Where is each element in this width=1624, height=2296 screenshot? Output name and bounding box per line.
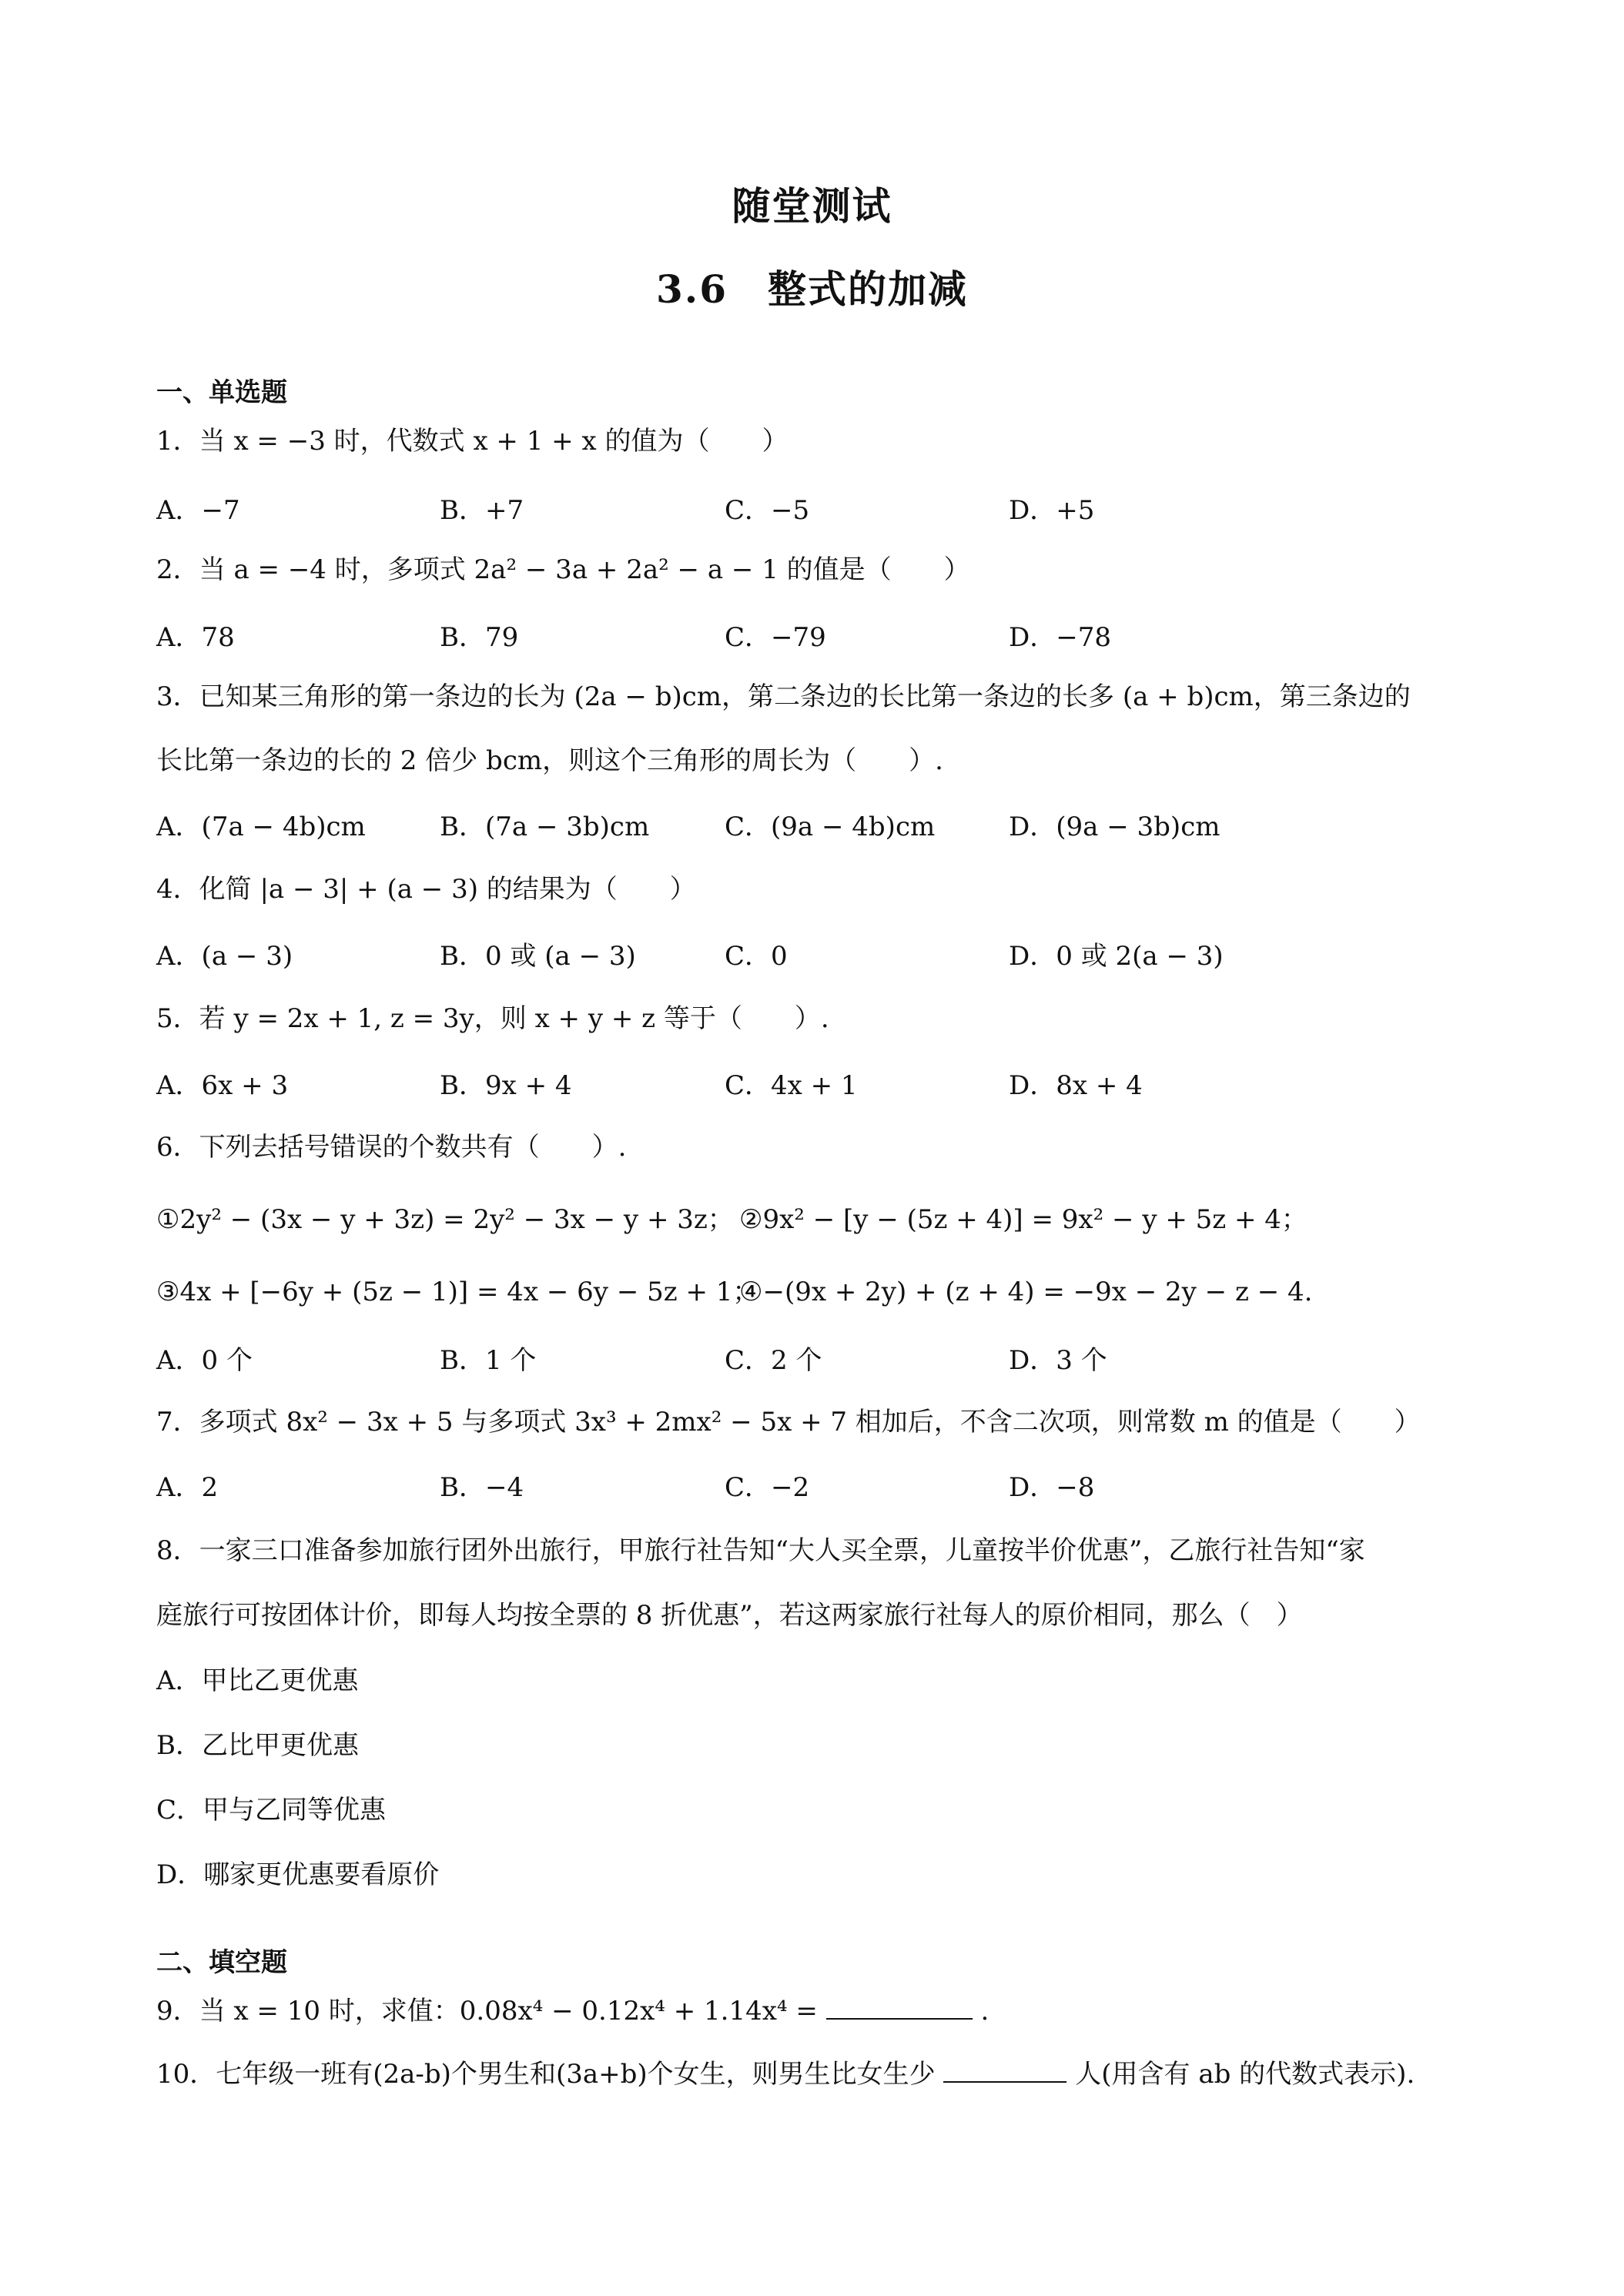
q2-option-d: D．−78	[1009, 622, 1112, 653]
question-7-stem: 7．多项式 8x² − 3x + 5 与多项式 3x³ + 2mx² − 5x + 7 相加后，不含二次项，则常数 m 的值是（ ）	[156, 1407, 1421, 1438]
q4-option-c: C．0	[725, 941, 788, 972]
answer-blank[interactable]	[826, 1996, 973, 2020]
q7-option-c: C．−2	[725, 1472, 810, 1503]
q2-option-a: A．78	[156, 622, 235, 653]
q6-item-4: ④−(9x + 2y) + (z + 4) = −9x − 2y − z − 4.	[739, 1277, 1313, 1307]
q7-option-a: A．2	[156, 1472, 219, 1503]
question-9-stem: 9．当 x = 10 时，求值：0.08x⁴ − 0.12x⁴ + 1.14x⁴ =	[156, 1996, 818, 2027]
q2-option-c: C．−79	[725, 622, 826, 653]
q3-option-c: C．(9a − 4b)cm	[725, 812, 936, 842]
q4-option-a: A．(a − 3)	[156, 941, 293, 972]
page-title: 随堂测试	[732, 183, 892, 229]
q5-option-b: B．9x + 4	[440, 1070, 572, 1101]
q7-option-d: D．−8	[1009, 1472, 1095, 1503]
question-9	[156, 1996, 989, 2027]
q6-item-3: ③4x + [−6y + (5z − 1)] = 4x − 6y − 5z + 1；	[156, 1277, 759, 1307]
q2-option-b: B．79	[440, 622, 519, 653]
question-9-tail: .	[980, 1996, 989, 2027]
q5-option-c: C．4x + 1	[725, 1070, 858, 1101]
q6-item-2: ②9x² − [y − (5z + 4)] = 9x² − y + 5z + 4；	[739, 1204, 1308, 1235]
q4-option-b: B．0 或 (a − 3)	[440, 941, 636, 972]
q5-option-a: A．6x + 3	[156, 1070, 289, 1101]
question-5-stem: 5．若 y = 2x + 1, z = 3y，则 x + y + z 等于（ ）.	[156, 1003, 829, 1034]
question-10-stem: 10．七年级一班有(2a-b)个男生和(3a+b)个女生，则男生比女生少	[156, 2059, 936, 2090]
q3-option-d: D．(9a − 3b)cm	[1009, 812, 1221, 842]
question-3-stem-line-2: 长比第一条边的长的 2 倍少 bcm，则这个三角形的周长为（ ）.	[156, 745, 943, 776]
page-subtitle: 3.6 整式的加减	[656, 266, 968, 312]
question-8-stem-line-2: 庭旅行可按团体计价，即每人均按全票的 8 折优惠”，若这两家旅行社每人的原价相同，那么（ ）	[156, 1600, 1303, 1631]
answer-blank[interactable]	[943, 2060, 1066, 2083]
q3-option-a: A．(7a − 4b)cm	[156, 812, 366, 842]
q5-option-d: D．8x + 4	[1009, 1070, 1143, 1101]
q6-option-d: D．3 个	[1009, 1345, 1107, 1376]
q6-option-c: C．2 个	[725, 1345, 822, 1376]
question-2-stem: 2．当 a = −4 时，多项式 2a² − 3a + 2a² − a − 1 的值是（ ）	[156, 554, 970, 585]
q1-option-d: D．+5	[1009, 495, 1095, 526]
q6-option-b: B．1 个	[440, 1345, 537, 1376]
question-4-stem: 4．化简 |a − 3| + (a − 3) 的结果为（ ）	[156, 874, 696, 905]
q4-option-d: D．0 或 2(a − 3)	[1009, 941, 1224, 972]
question-1-stem: 1．当 x = −3 时，代数式 x + 1 + x 的值为（ ）	[156, 426, 789, 457]
question-6-stem: 6．下列去括号错误的个数共有（ ）.	[156, 1132, 627, 1163]
q7-option-b: B．−4	[440, 1472, 524, 1503]
section-heading-single-choice: 一、单选题	[156, 377, 287, 408]
q6-item-1: ①2y² − (3x − y + 3z) = 2y² − 3x − y + 3z；	[156, 1204, 734, 1235]
q1-option-a: A．−7	[156, 495, 240, 526]
question-10-tail: 人(用含有 ab 的代数式表示).	[1075, 2059, 1415, 2090]
section-heading-fill-blank: 二、填空题	[156, 1947, 287, 1978]
q8-option-c: C．甲与乙同等优惠	[156, 1795, 387, 1826]
q6-option-a: A．0 个	[156, 1345, 253, 1376]
question-8-stem-line-1: 8．一家三口准备参加旅行团外出旅行，甲旅行社告知“大人买全票，儿童按半价优惠”，乙旅行社告知“家	[156, 1535, 1365, 1566]
question-10	[156, 2059, 1415, 2090]
q8-option-d: D．哪家更优惠要看原价	[156, 1859, 440, 1890]
q8-option-b: B．乙比甲更优惠	[156, 1730, 359, 1761]
q8-option-a: A．甲比乙更优惠	[156, 1665, 359, 1696]
question-3-stem-line-1: 3．已知某三角形的第一条边的长为 (2a − b)cm，第二条边的长比第一条边的长多 (a + b)cm，第三条边的	[156, 681, 1411, 712]
q1-option-c: C．−5	[725, 495, 810, 526]
q1-option-b: B．+7	[440, 495, 524, 526]
q3-option-b: B．(7a − 3b)cm	[440, 812, 650, 842]
